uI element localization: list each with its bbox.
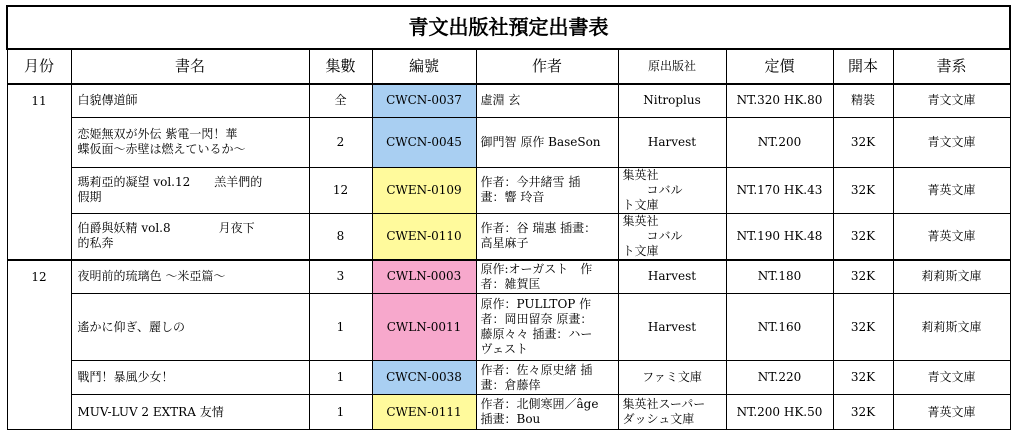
publisher-cell: 集英社 コバル ト文庫 bbox=[618, 213, 726, 260]
table-row bbox=[7, 84, 1010, 117]
author-cell: 虛淵 玄 bbox=[476, 84, 618, 117]
code-cell: CWEN-0109 bbox=[372, 167, 476, 213]
series-cell: 青文文庫 bbox=[893, 117, 1010, 167]
price-cell: NT.220 bbox=[726, 361, 833, 395]
header-volume: 集數 bbox=[309, 49, 372, 84]
format-cell: 精裝 bbox=[833, 84, 893, 117]
header-month: 月份 bbox=[7, 49, 71, 84]
book-title-cell: MUV-LUV 2 EXTRA 友情 bbox=[71, 395, 309, 430]
volume-cell: 1 bbox=[309, 361, 372, 395]
book-title-cell: 瑪莉亞的凝望 vol.12 羔羊們的 假期 bbox=[71, 167, 309, 213]
book-title-cell: 夜明前的琉璃色 ～米亞篇～ bbox=[71, 260, 309, 294]
format-cell: 32K bbox=[833, 167, 893, 213]
format-cell: 32K bbox=[833, 395, 893, 430]
publisher-cell: ファミ文庫 bbox=[618, 361, 726, 395]
header-code: 編號 bbox=[372, 49, 476, 84]
price-cell: NT.320 HK.80 bbox=[726, 84, 833, 117]
header-series: 書系 bbox=[893, 49, 1010, 84]
author-cell: 作者：今井緒雪 插 畫：響 玲音 bbox=[476, 167, 618, 213]
format-cell: 32K bbox=[833, 213, 893, 260]
header-price: 定價 bbox=[726, 49, 833, 84]
book-schedule-table bbox=[6, 5, 1011, 430]
month-cell: 11 bbox=[7, 84, 71, 260]
series-cell: 菁英文庫 bbox=[893, 213, 1010, 260]
volume-cell: 1 bbox=[309, 294, 372, 361]
table-row bbox=[7, 167, 1010, 213]
table-row bbox=[7, 361, 1010, 395]
format-cell: 32K bbox=[833, 294, 893, 361]
code-cell: CWCN-0038 bbox=[372, 361, 476, 395]
price-cell: NT.160 bbox=[726, 294, 833, 361]
title-row bbox=[7, 6, 1010, 49]
table-row bbox=[7, 395, 1010, 430]
volume-cell: 12 bbox=[309, 167, 372, 213]
series-cell: 青文文庫 bbox=[893, 361, 1010, 395]
volume-cell: 1 bbox=[309, 395, 372, 430]
table-row bbox=[7, 260, 1010, 294]
month-cell: 12 bbox=[7, 260, 71, 430]
code-cell: CWEN-0111 bbox=[372, 395, 476, 430]
table-title: 青文出版社預定出書表 bbox=[7, 6, 1010, 49]
price-cell: NT.170 HK.43 bbox=[726, 167, 833, 213]
table-row bbox=[7, 294, 1010, 361]
publisher-cell: Harvest bbox=[618, 260, 726, 294]
format-cell: 32K bbox=[833, 260, 893, 294]
book-title-cell: 伯爵與妖精 vol.8 月夜下 的私奔 bbox=[71, 213, 309, 260]
table-row bbox=[7, 117, 1010, 167]
format-cell: 32K bbox=[833, 117, 893, 167]
author-cell: 原作：PULLTOP 作 者：岡田留奈 原畫： 藤原々々 插畫：ハー ヴェスト bbox=[476, 294, 618, 361]
header-book-title: 書名 bbox=[71, 49, 309, 84]
book-title-cell: 恋姫無双が外伝 紫電一閃！華 蝶仮面～赤壁は燃えているか～ bbox=[71, 117, 309, 167]
code-cell: CWLN-0003 bbox=[372, 260, 476, 294]
book-schedule-sheet bbox=[6, 5, 1009, 430]
header-original-publisher: 原出版社 bbox=[618, 49, 726, 84]
volume-cell: 3 bbox=[309, 260, 372, 294]
header-author: 作者 bbox=[476, 49, 618, 84]
series-cell: 菁英文庫 bbox=[893, 167, 1010, 213]
author-cell: 原作:オーガスト 作 者：雑賀匡 bbox=[476, 260, 618, 294]
publisher-cell: 集英社スーパー ダッシュ文庫 bbox=[618, 395, 726, 430]
code-cell: CWEN-0110 bbox=[372, 213, 476, 260]
author-cell: 御門智 原作 BaseSon bbox=[476, 117, 618, 167]
price-cell: NT.200 bbox=[726, 117, 833, 167]
price-cell: NT.180 bbox=[726, 260, 833, 294]
volume-cell: 8 bbox=[309, 213, 372, 260]
volume-cell: 2 bbox=[309, 117, 372, 167]
book-title-cell: 戰鬥！暴風少女！ bbox=[71, 361, 309, 395]
book-title-cell: 白貌傳道師 bbox=[71, 84, 309, 117]
series-cell: 莉莉斯文庫 bbox=[893, 260, 1010, 294]
author-cell: 作者：北側寒囲／âge 插畫：Bou bbox=[476, 395, 618, 430]
author-cell: 作者：谷 瑞惠 插畫： 高星麻子 bbox=[476, 213, 618, 260]
publisher-cell: 集英社 コバル ト文庫 bbox=[618, 167, 726, 213]
code-cell: CWCN-0037 bbox=[372, 84, 476, 117]
publisher-cell: Harvest bbox=[618, 117, 726, 167]
book-title-cell: 遙かに仰ぎ、麗しの bbox=[71, 294, 309, 361]
code-cell: CWLN-0011 bbox=[372, 294, 476, 361]
header-row bbox=[7, 49, 1010, 84]
price-cell: NT.200 HK.50 bbox=[726, 395, 833, 430]
header-format: 開本 bbox=[833, 49, 893, 84]
publisher-cell: Harvest bbox=[618, 294, 726, 361]
series-cell: 莉莉斯文庫 bbox=[893, 294, 1010, 361]
volume-cell: 全 bbox=[309, 84, 372, 117]
series-cell: 菁英文庫 bbox=[893, 395, 1010, 430]
table-row bbox=[7, 213, 1010, 260]
format-cell: 32K bbox=[833, 361, 893, 395]
code-cell: CWCN-0045 bbox=[372, 117, 476, 167]
publisher-cell: Nitroplus bbox=[618, 84, 726, 117]
price-cell: NT.190 HK.48 bbox=[726, 213, 833, 260]
author-cell: 作者：佐々原史緒 插 畫：倉藤倖 bbox=[476, 361, 618, 395]
series-cell: 青文文庫 bbox=[893, 84, 1010, 117]
